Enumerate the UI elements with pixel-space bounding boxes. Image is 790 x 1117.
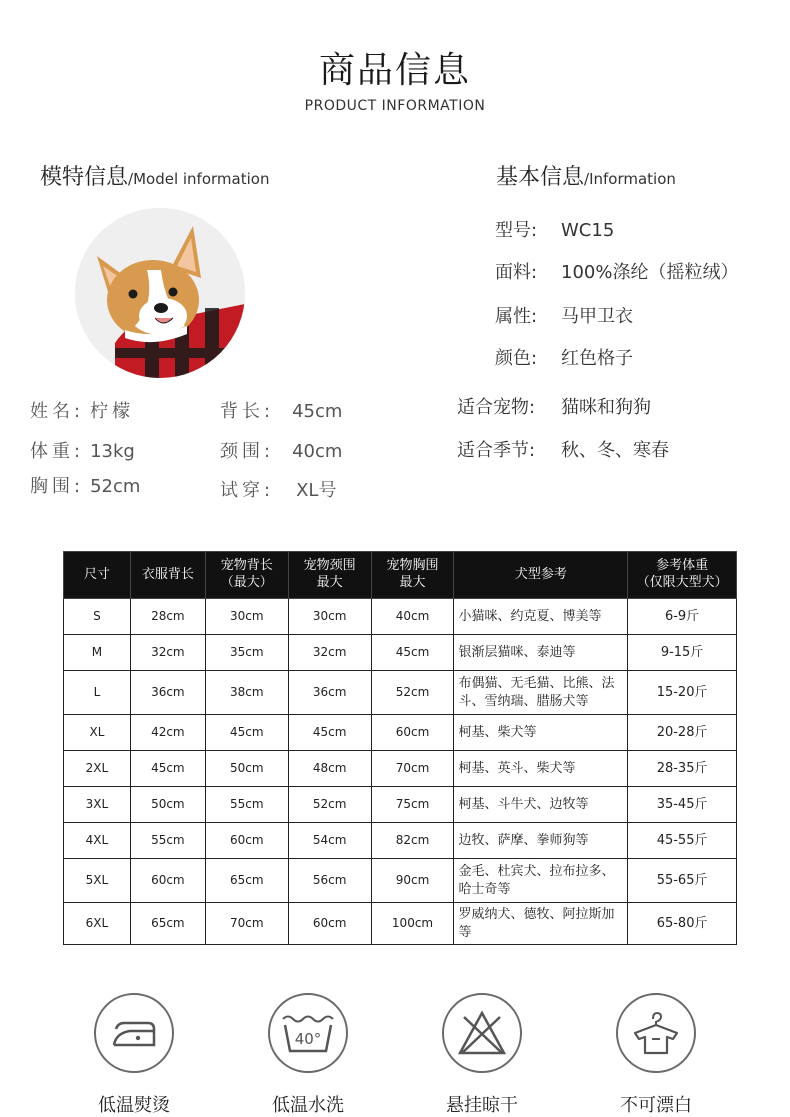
info-attr-label: 属性: [495, 306, 538, 327]
model-neck-value: 40cm [292, 441, 343, 462]
model-chest-row [30, 472, 140, 498]
info-heading-cn: 基本信息 [496, 165, 585, 190]
care-label-dry: 悬挂晾干 [446, 1095, 518, 1116]
info-season-label: 适合季节: [457, 440, 536, 461]
table-row: S 28cm 30cm 30cm 40cm 小猫咪、约克夏、博美等 6-9斤 [64, 599, 737, 635]
header-pet-chest: 宠物胸围 最大 [371, 552, 454, 599]
info-model-row [495, 216, 614, 242]
model-name-label: 姓名: [30, 401, 85, 422]
info-color-label: 颜色: [495, 348, 538, 369]
no-tumble-dry-icon [442, 993, 522, 1073]
model-name-row [30, 397, 134, 423]
header-pet-back: 宠物背长 （最大） [205, 552, 288, 599]
model-neck-label: 颈围: [220, 441, 275, 462]
table-row: 2XL 45cm 50cm 48cm 70cm 柯基、英斗、柴犬等 28-35斤 [64, 751, 737, 787]
table-row: XL 42cm 45cm 45cm 60cm 柯基、柴犬等 20-28斤 [64, 715, 737, 751]
hang-dry-icon [616, 993, 696, 1073]
model-chest-value: 52cm [90, 476, 141, 497]
basic-info-heading [496, 160, 676, 191]
info-season-value: 秋、冬、寒春 [561, 440, 669, 461]
table-row: 6XL 65cm 70cm 60cm 100cm 罗威纳犬、德牧、阿拉斯加等 65-80斤 [64, 903, 737, 945]
table-row: L 36cm 38cm 36cm 52cm 布偶猫、无毛猫、比熊、法斗、雪纳瑞、腊肠犬等 15-20斤 [64, 671, 737, 715]
model-photo [75, 208, 245, 378]
table-row: 3XL 50cm 55cm 52cm 75cm 柯基、斗牛犬、边牧等 35-45斤 [64, 787, 737, 823]
model-back-label: 背长: [220, 401, 275, 422]
info-heading-en: /Information [584, 170, 676, 188]
table-row: 5XL 60cm 65cm 56cm 90cm 金毛、杜宾犬、拉布拉多、哈士奇等 55-65斤 [64, 859, 737, 903]
info-season-row [457, 436, 669, 462]
care-item-wash [238, 993, 378, 1117]
info-pet-row [457, 393, 651, 419]
wash-40-icon [268, 993, 348, 1073]
iron-low-temp-icon [94, 993, 174, 1073]
header-pet-neck: 宠物颈围 最大 [288, 552, 371, 599]
info-color-row [495, 344, 633, 370]
info-attr-row [495, 302, 633, 328]
size-table-header [64, 552, 737, 599]
model-back-row [220, 397, 342, 423]
info-color-value: 红色格子 [561, 348, 633, 369]
care-item-iron [64, 993, 204, 1117]
model-tryon-label: 试穿: [220, 480, 275, 501]
table-row: M 32cm 35cm 32cm 45cm 银渐层猫咪、泰迪等 9-15斤 [64, 635, 737, 671]
model-info-heading [40, 160, 269, 191]
page-title: 商品信息 [318, 50, 471, 91]
header-cloth-length: 衣服背长 [130, 552, 205, 599]
info-model-label: 型号: [495, 220, 538, 241]
header-weight: 参考体重 （仅限大型犬） [628, 552, 737, 599]
table-row: 4XL 55cm 60cm 54cm 82cm 边牧、萨摩、拳师狗等 45-55斤 [64, 823, 737, 859]
care-label-wash: 低温水洗 [272, 1095, 344, 1116]
wash-temp-text: 40° [294, 1030, 322, 1048]
info-fabric-row [495, 258, 738, 284]
model-heading-cn: 模特信息 [40, 165, 129, 190]
care-label-iron: 低温熨烫 [98, 1095, 170, 1116]
info-pet-value: 猫咪和狗狗 [561, 397, 651, 418]
model-back-value: 45cm [292, 401, 343, 422]
header-size: 尺寸 [64, 552, 131, 599]
model-tryon-row [220, 476, 336, 502]
care-label-bleach: 不可漂白 [620, 1095, 692, 1116]
model-name-value: 柠檬 [90, 401, 135, 422]
info-fabric-value: 100%涤纶（摇粒绒） [561, 262, 739, 283]
info-model-value: WC15 [561, 220, 615, 241]
model-tryon-value: XL号 [296, 480, 337, 501]
info-attr-value: 马甲卫衣 [561, 306, 633, 327]
header-breed: 犬型参考 [454, 552, 628, 599]
info-fabric-label: 面料: [495, 262, 538, 283]
model-neck-row [220, 437, 342, 463]
care-item-dry [412, 993, 552, 1117]
corgi-illustration [75, 208, 245, 378]
model-weight-value: 13kg [90, 441, 135, 462]
size-table [63, 551, 737, 945]
page-subtitle: PRODUCT INFORMATION [304, 98, 486, 114]
care-item-bleach [586, 993, 726, 1117]
model-chest-label: 胸围: [30, 476, 85, 497]
info-pet-label: 适合宠物: [457, 397, 536, 418]
model-weight-row [30, 437, 135, 463]
model-weight-label: 体重: [30, 441, 85, 462]
model-heading-en: /Model information [128, 170, 270, 188]
